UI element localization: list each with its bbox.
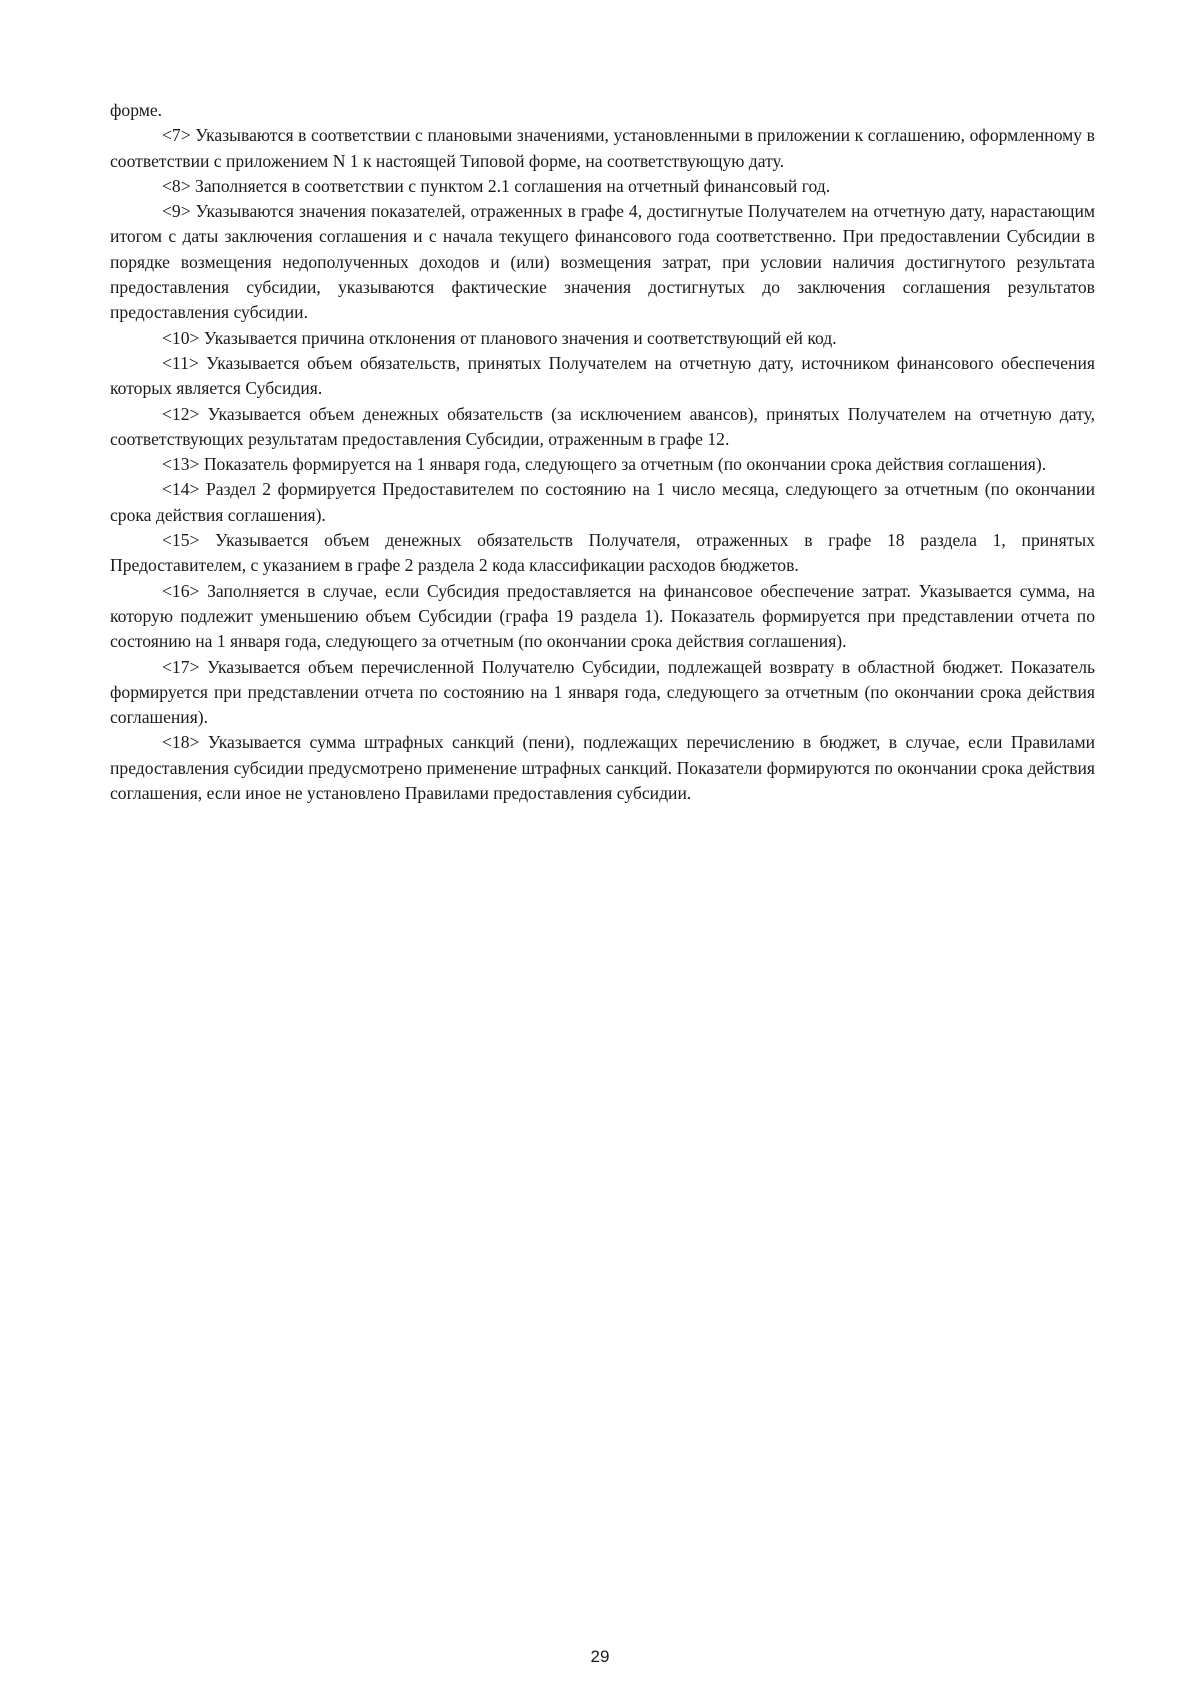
footnote-15: <15> Указывается объем денежных обязательств Получателя, отраженных в графе 18 раздела 1, принятых Предоставителем, с указанием в графе 2 раздела 2 кода классификации расходов бюджетов. xyxy=(110,530,1095,576)
footnotes-text-block xyxy=(110,98,1095,806)
paragraph-continuation: форме. xyxy=(110,100,163,120)
footnote-17: <17> Указывается объем перечисленной Получателю Субсидии, подлежащей возврату в областной бюджет. Показатель формируется при представлении отчета по состоянию на 1 января года, следующего за отчетным (по окончании срока действия соглашения). xyxy=(110,656,1095,728)
footnote-10: <10> Указывается причина отклонения от планового значения и соответствующий ей код. xyxy=(162,327,837,348)
footnote-9: <9> Указываются значения показателей, отраженных в графе 4, достигнутые Получателем на отчетную дату, нарастающим итогом с даты заключения соглашения и с начала текущего финансового года соответственно. При предоставлении Субсидии в порядке возмещения недополученных доходов и (или) возмещения затрат, при условии наличия достигнутого результата предоставления субсидии, указываются фактические значения достигнутых до заключения соглашения результатов предоставления субсидии. xyxy=(110,201,1095,323)
footnote-7: <7> Указываются в соответствии с плановыми значениями, установленными в приложении к соглашению, оформленному в соответствии с приложением N 1 к настоящей Типовой форме, на соответствующую дату. xyxy=(110,125,1095,171)
footnote-11: <11> Указывается объем обязательств, принятых Получателем на отчетную дату, источником финансового обеспечения которых является Субсидия. xyxy=(110,352,1095,399)
page-number: 29 xyxy=(590,1647,610,1666)
footnote-14: <14> Раздел 2 формируется Предоставителем по состоянию на 1 число месяца, следующего за отчетным (по окончании срока действия соглашения). xyxy=(110,479,1095,525)
footnote-8: <8> Заполняется в соответствии с пунктом 2.1 соглашения на отчетный финансовый год. xyxy=(162,175,831,196)
footnote-16: <16> Заполняется в случае, если Субсидия предоставляется на финансовое обеспечение затрат. Указывается сумма, на которую подлежит уменьшению объем Субсидии (графа 19 раздела 1). Показатель формируется при представлении отчета по состоянию на 1 января года, следующего за отчетным (по окончании срока действия соглашения). xyxy=(110,580,1095,652)
footnote-13: <13> Показатель формируется на 1 января года, следующего за отчетным (по окончании срока действия соглашения). xyxy=(162,454,1047,475)
footnote-18: <18> Указывается сумма штрафных санкций (пени), подлежащих перечислению в бюджет, в случае, если Правилами предоставления субсидии предусмотрено применение штрафных санкций. Показатели формируются по окончании срока действия соглашения, если иное не установлено Правилами предоставления субсидии. xyxy=(110,732,1095,804)
footnote-12: <12> Указывается объем денежных обязательств (за исключением авансов), принятых Получателем на отчетную дату, соответствующих результатам предоставления Субсидии, отраженным в графе 12. xyxy=(110,403,1095,449)
